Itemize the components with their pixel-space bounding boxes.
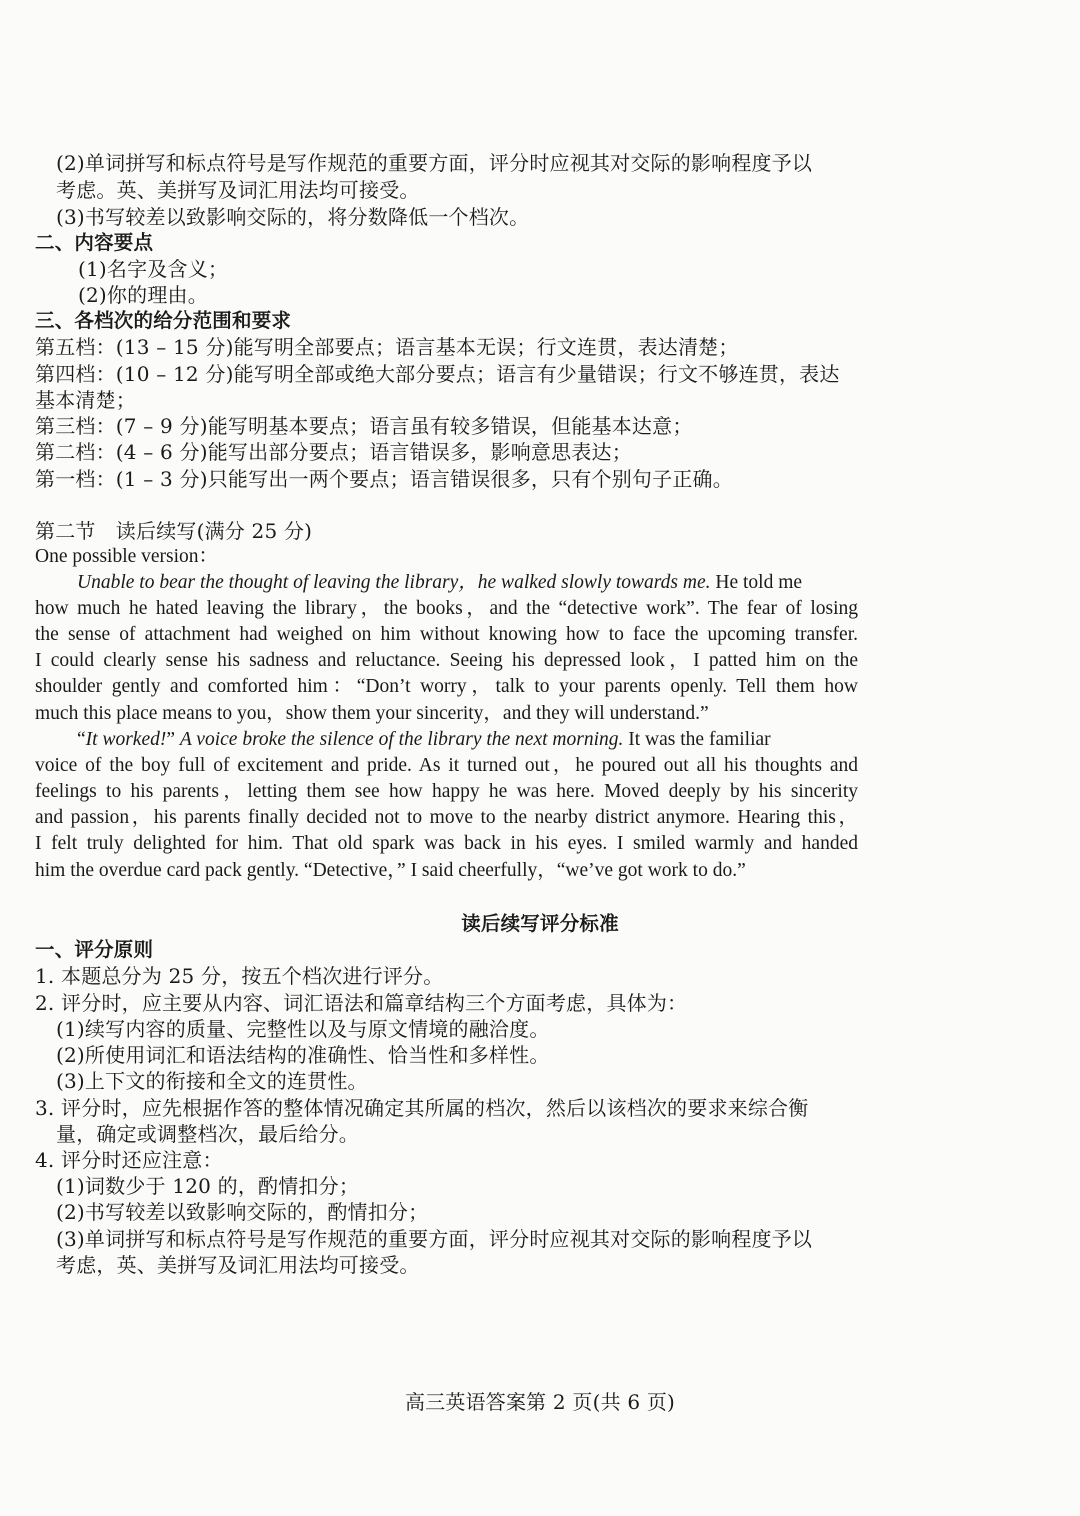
principle-item: (2)书写较差以致影响交际的，酌情扣分； — [56, 1200, 429, 1224]
range-heading: 三、各档次的给分范围和要求 — [35, 309, 292, 332]
paragraph-line: voice of the boy full of excitement and pride. As it turned out，he poured out all his thoughts and — [35, 755, 858, 776]
level-line: 基本清楚； — [35, 388, 136, 412]
level-line: 第四档：(10 – 12 分)能写明全部或绝大部分要点；语言有少量错误；行文不够连贯，表达 — [35, 362, 840, 386]
quote-mark: ” — [166, 729, 180, 750]
paragraph-line: him the overdue card pack gently. “Detective，” I said cheerfully，“we’ve got work to do.” — [35, 860, 746, 881]
paragraph-line: I felt truly delighted for him. That old spark was back in his eyes. I smiled warmly and handed — [35, 833, 858, 854]
content-point: (2)你的理由。 — [78, 283, 208, 307]
principle-item: 2. 评分时，应主要从内容、词汇语法和篇章结构三个方面考虑，具体为： — [35, 991, 688, 1015]
paragraph-line: I could clearly sense his sadness and reluctance. Seeing his depressed look，I patted him on the — [35, 650, 858, 671]
content-heading: 二、内容要点 — [35, 231, 154, 254]
principle-item: (1)词数少于 120 的，酌情扣分； — [56, 1174, 360, 1198]
italic-quote: It worked! — [85, 729, 167, 750]
italic-lead: A voice broke the silence of the library the next morning. — [179, 729, 624, 750]
paragraph-line: feelings to his parents，letting them see how happy he was here. Moved deeply by his sincerity — [35, 781, 858, 802]
page-footer: 高三英语答案第 2 页(共 6 页) — [404, 1390, 676, 1414]
principle-item: 3. 评分时，应先根据作答的整体情况确定其所属的档次，然后以该档次的要求来综合衡 — [35, 1096, 809, 1120]
version-intro: One possible version： — [35, 546, 219, 567]
quote-mark: “ — [77, 729, 86, 750]
level-line: 第一档：(1 – 3 分)只能写出一两个要点；语言错误很多，只有个别句子正确。 — [35, 467, 733, 491]
paragraph-line: the sense of attachment had weighed on him without knowing how to face the upcoming transfer. — [35, 624, 858, 645]
note-line: 考虑。英、美拼写及词汇用法均可接受。 — [56, 178, 420, 202]
principle-item: (3)上下文的衔接和全文的连贯性。 — [56, 1069, 368, 1093]
principle-item: (2)所使用词汇和语法结构的准确性、恰当性和多样性。 — [56, 1043, 550, 1067]
paragraph-line: and passion，his parents finally decided not to move to the nearby district anymore. Hearing this， — [35, 807, 858, 828]
principle-item: 量，确定或调整档次，最后给分。 — [56, 1122, 359, 1146]
principle-item: 1. 本题总分为 25 分，按五个档次进行评分。 — [35, 964, 444, 988]
note-line: (3)书写较差以致影响交际的，将分数降低一个档次。 — [56, 205, 530, 229]
section-title: 第二节 读后续写(满分 25 分) — [35, 519, 313, 543]
principle-item: (3)单词拼写和标点符号是写作规范的重要方面，评分时应视其对交际的影响程度予以 — [56, 1227, 813, 1251]
level-line: 第五档：(13 – 15 分)能写明全部要点；语言基本无误；行文连贯，表达清楚； — [35, 335, 739, 359]
paragraph-line — [77, 570, 802, 596]
text-run: It was the familiar — [623, 729, 771, 750]
italic-lead: Unable to bear the thought of leaving the library，he walked slowly towards me. — [77, 572, 711, 593]
principle-item: (1)续写内容的质量、完整性以及与原文情境的融洽度。 — [56, 1017, 550, 1041]
content-point: (1)名字及含义； — [78, 257, 229, 281]
level-line: 第二档：(4 – 6 分)能写出部分要点；语言错误多，影响意思表达； — [35, 440, 632, 464]
note-line: (2)单词拼写和标点符号是写作规范的重要方面，评分时应视其对交际的影响程度予以 — [56, 151, 813, 175]
paragraph-line — [77, 727, 771, 753]
paragraph-line: how much he hated leaving the library，the books，and the “detective work”. The fear of losing — [35, 598, 858, 619]
paragraph-line: shoulder gently and comforted him：“Don’t worry，talk to your parents openly. Tell them how — [35, 676, 858, 697]
principle-item: 考虑，英、美拼写及词汇用法均可接受。 — [56, 1253, 420, 1277]
standard-title: 读后续写评分标准 — [461, 912, 619, 935]
principle-item: 4. 评分时还应注意： — [35, 1148, 223, 1172]
principle-heading: 一、评分原则 — [35, 938, 154, 961]
paragraph-line: much this place means to you，show them your sincerity，and they will understand.” — [35, 703, 709, 724]
text-run: He told me — [710, 572, 803, 593]
level-line: 第三档：(7 – 9 分)能写明基本要点；语言虽有较多错误，但能基本达意； — [35, 414, 693, 438]
